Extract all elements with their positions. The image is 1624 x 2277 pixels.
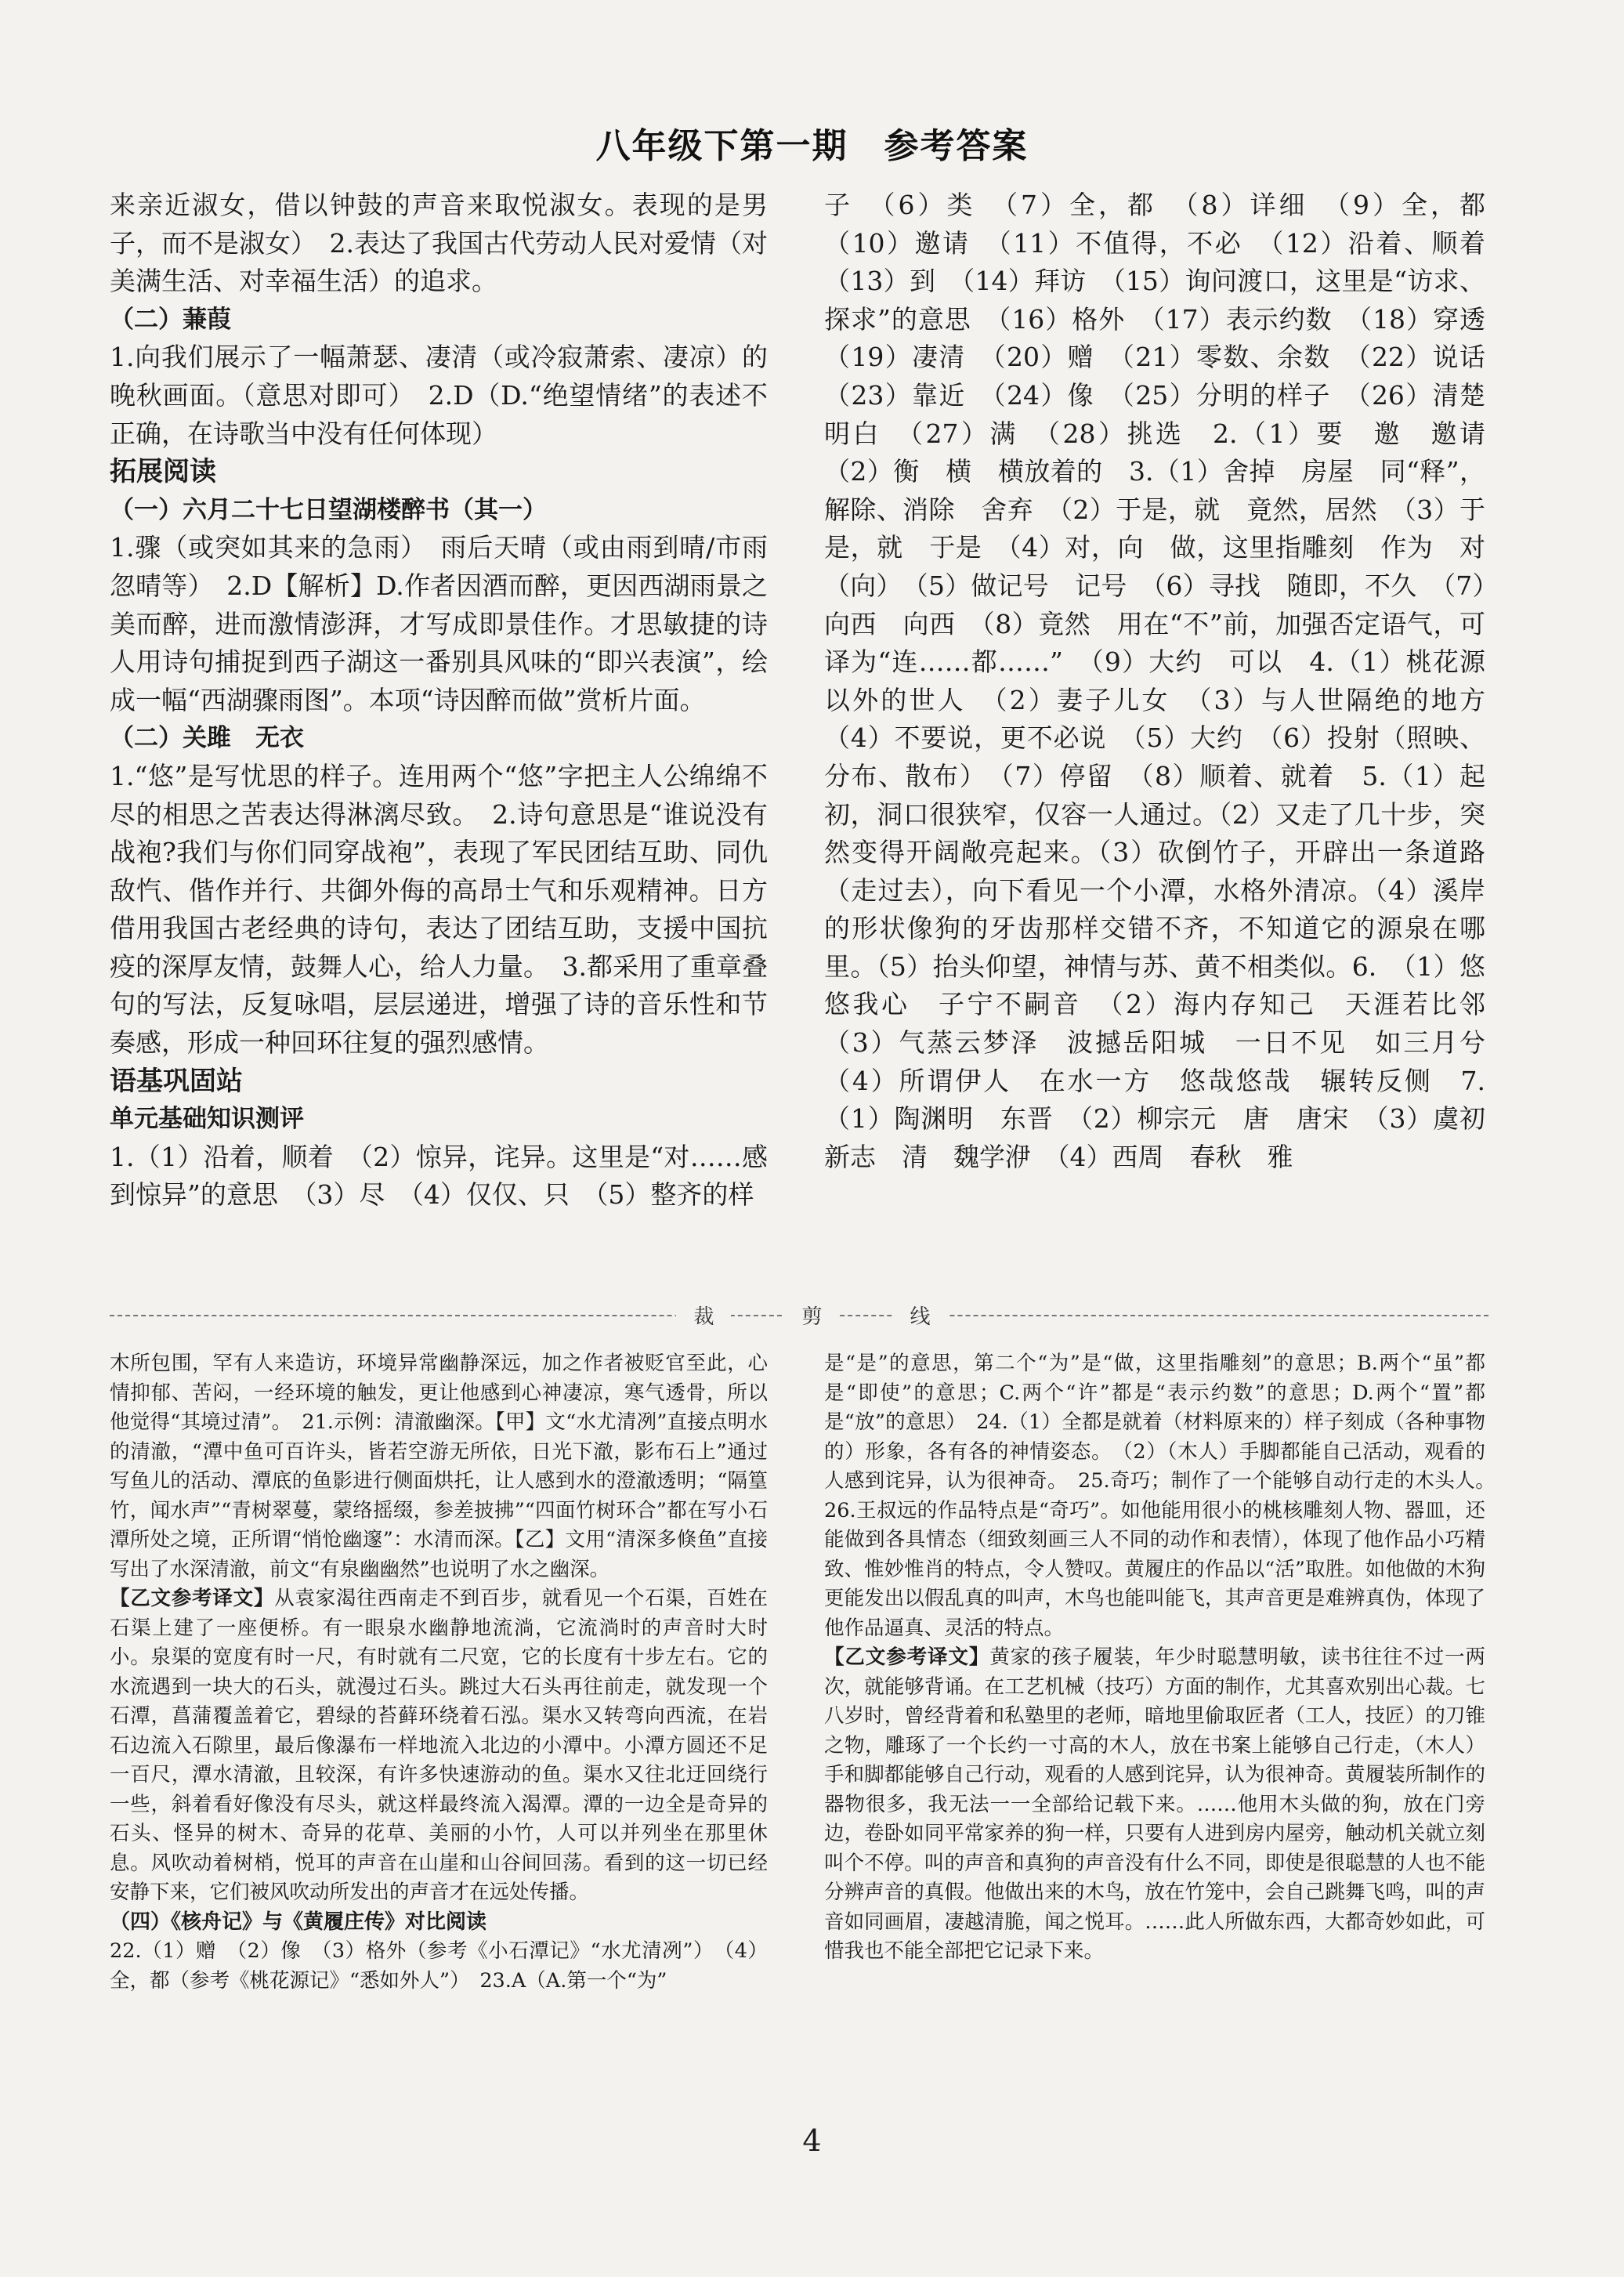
section-heading: 拓展阅读 bbox=[110, 456, 216, 488]
translation-text: 黄家的孩子履装，年少时聪慧明敏，读书往往不过一两次，就能够背诵。在工艺机械（技巧）方面的制作，尤其喜欢别出心裁。七八岁时，曾经背着和私塾里的老师，暗地里偷取匠者（工人，技匠）的刀锥之物，雕琢了一个长约一寸高的木人，放在书案上能够自己行走，（木人）手和脚都能够自己行动，观看的人感到诧异，认为很神奇。黄履装所制作的器物很多，我无法一一全部给记载下来。……他用木头做的狗，放在门旁边，卷卧如同平常家养的狗一样，只要有人进到房内屋旁，触动机关就立刻叫个不停。叫的声音和真狗的声音没有什么不同，即使是很聪慧的人也不能分辨声音的真假。他做出来的木鸟，放在竹笼中，会自己跳舞飞鸣，叫的声音如同画眉，凄越清脆，闻之悦耳。……此人所做东西，大都奇妙如此，可惜我也不能全部把它记录下来。 bbox=[824, 1645, 1485, 1963]
section-heading: （二）蒹葭 bbox=[110, 305, 231, 334]
top-left-column bbox=[110, 186, 768, 1287]
answer-paragraph: 1.向我们展示了一幅萧瑟、凄清（或冷寂萧索、凄凉）的晚秋画面。（意思对即可） 2.D（D.“绝望情绪”的表述不正确，在诗歌当中没有任何体现） bbox=[110, 342, 768, 449]
translation-tag: 【乙文参考译文】 bbox=[110, 1587, 275, 1610]
answer-paragraph: 22.（1）赠 （2）像 （3）格外（参考《小石潭记》“水尤清冽”） （4）全，都（参考《桃花源记》“悉如外人”） 23.A（A.第一个“为” bbox=[110, 1939, 768, 1993]
section-heading: 语基巩固站 bbox=[110, 1065, 243, 1097]
answer-paragraph bbox=[110, 1584, 768, 1908]
bottom-right-column bbox=[824, 1349, 1506, 2117]
answer-paragraph: 1.“悠”是写忧思的样子。连用两个“悠”字把主人公绵绵不尽的相思之苦表达得淋漓尽致。 2.诗句意思是“谁说没有战袍?我们与你们同穿战袍”，表现了军民团结互助、同仇敌忾、偕作并行、共御外侮的高昂士气和乐观精神。日方借用我国古老经典的诗句，表达了团结互助，支援中国抗疫的深厚友情，鼓舞人心，给人力量。 3.都采用了重章叠句的写法，反复咏唱，层层递进，增强了诗的音乐性和节奏感，形成一种回环往复的强烈感情。 bbox=[110, 760, 768, 1059]
section-heading: 单元基础知识测评 bbox=[110, 1105, 304, 1134]
page-number: 4 bbox=[802, 2123, 822, 2158]
section-heading: （四）《核舟记》与《黄履庄传》对比阅读 bbox=[110, 1910, 487, 1934]
cut-line-label bbox=[0, 1301, 1624, 1330]
section-heading: （二）关雎 无衣 bbox=[110, 724, 304, 753]
answer-paragraph: 1.（1）沿着，顺着 （2）惊异，诧异。这里是“对……感到惊异”的意思 （3）尽 （4）仅仅、只 （5）整齐的样 bbox=[110, 1141, 768, 1211]
translation-tag: 【乙文参考译文】 bbox=[824, 1645, 990, 1669]
bottom-left-column bbox=[110, 1349, 768, 2117]
answer-paragraph: 是“是”的意思，第二个“为”是“做，这里指雕刻”的意思；B.两个“虽”都是“即使”的意思；C.两个“许”都是“表示约数”的意思；D.两个“置”都是“放”的意思） 24.（1）全都是就着（材料原来的）样子刻成（各种事物的）形象，各有各的神情姿态。 （2）（木人）手脚都能自己活动，观看的人感到诧异，认为很神奇。 25.奇巧；制作了一个能够自动行走的木头人。 26.王叔远的作品特点是“奇巧”。如他能用很小的桃核雕刻人物、器皿，还能做到各具情态（细致刻画三人不同的动作和表情），体现了他作品小巧精致、惟妙惟肖的特点，令人赞叹。黄履庄的作品以“活”取胜。如他做的木狗更能发出以假乱真的叫声，木鸟也能叫能飞，其声音更是难辨真伪，体现了他作品逼真、灵活的特点。 bbox=[824, 1352, 1506, 1640]
answer-paragraph: 木所包围，罕有人来造访，环境异常幽静深远，加之作者被贬官至此，心情抑郁、苦闷，一经环境的触发，更让他感到心神凄凉，寒气透骨，所以他觉得“其境过清”。 21.示例：清澈幽深。【甲】文“水尤清冽”直接点明水的清澈，“潭中鱼可百许头，皆若空游无所依，日光下澈，影布石上”通过写鱼儿的活动、潭底的鱼影进行侧面烘托，让人感到水的澄澈透明；“隔篁竹，闻水声”“青树翠蔓，蒙络摇缀，参差披拂”“四面竹树环合”都在写小石潭所处之境，正所谓“悄怆幽邃”：水清而深。【乙】文用“清深多倏鱼”直接写出了水深清澈，前文“有泉幽幽然”也说明了水之幽深。 bbox=[110, 1352, 768, 1581]
cut-char: 裁 bbox=[676, 1305, 731, 1329]
answer-paragraph: 来亲近淑女，借以钟鼓的声音来取悦淑女。表现的是男子，而不是淑女） 2.表达了我国古代劳动人民对爱情（对美满生活、对幸福生活）的追求。 bbox=[110, 190, 768, 297]
cut-char: 剪 bbox=[784, 1305, 839, 1329]
answer-paragraph: 子 （6）类 （7）全，都 （8）详细 （9）全，都 （10）邀请 （11）不值得，不必 （12）沿着、顺着 （13）到 （14）拜访 （15）询问渡口，这里是“访求、探求”的意思 （16）格外 （17）表示约数 （18）穿透 （19）凄清 （20）赠 （21）零数、余数 （22）说话 （23）靠近 （24）像 （25）分明的样子 （26）清楚明白 （27）满 （28）挑选 2.（1）要 邀 邀请 （2）衡 横 横放着的 3.（1）舍掉 房屋 同“释”，解除、消除 舍弃 （2）于是，就 竟然，居然 （3）于是，就 于是 （4）对，向 做，这里指雕刻 作为 对（向） （5）做记号 记号 （6）寻找 随即，不久 （7）向西 向西 （8）竟然 用在“不”前，加强否定语气，可译为“连……都……” （9）大约 可以 4.（1）桃花源以外的世人 （2）妻子儿女 （3）与人世隔绝的地方 （4）不要说，更不必说 （5）大约 （6）投射（照映、分布、散布） （7）停留 （8）顺着、就着 5.（1）起初，洞口很狭窄，仅容一人通过。（2）又走了几十步，突然变得开阔敞亮起来。（3）砍倒竹子，开辟出一条道路（走过去），向下看见一个小潭，水格外清凉。（4）溪岸的形状像狗的牙齿那样交错不齐，不知道它的源泉在哪里。（5）抬头仰望，神情与苏、黄不相类似。6. （1）悠悠我心 子宁不嗣音 （2）海内存知己 天涯若比邻 （3）气蒸云梦泽 波撼岳阳城 一日不见 如三月兮 （4）所谓伊人 在水一方 悠哉悠哉 辗转反侧 7.（1）陶渊明 东晋 （2）柳宗元 唐 唐宋 （3）虞初新志 清 魏学洢 （4）西周 春秋 雅 bbox=[824, 190, 1511, 1172]
cut-char: 线 bbox=[893, 1305, 948, 1329]
section-heading: （一）六月二十七日望湖楼醉书（其一） bbox=[110, 495, 547, 524]
answer-paragraph bbox=[824, 1643, 1485, 1967]
top-right-column bbox=[824, 186, 1511, 1287]
translation-text: 从袁家渴往西南走不到百步，就看见一个石渠，百姓在石渠上建了一座便桥。有一眼泉水幽静地流淌，它流淌时的声音时大时小。泉渠的宽度有时一尺，有时就有二尺宽，它的长度有十步左右。它的水流遇到一块大的石头，就漫过石头。跳过大石头再往前走，就发现一个石潭，菖蒲覆盖着它，碧绿的苔藓环绕着石泓。渠水又转弯向西流，在岩石边流入石隙里，最后像瀑布一样地流入北边的小潭中。小潭方圆还不足一百尺，潭水清澈，且较深，有许多快速游动的鱼。渠水又往北迂回绕行一些，斜着看好像没有尽头，就这样最终流入渴潭。潭的一边全是奇异的石头、怪异的树木、奇异的花草、美丽的小竹，人可以并列坐在那里休息。风吹动着树梢，悦耳的声音在山崖和山谷间回荡。看到的这一切已经安静下来，它们被风吹动所发出的声音才在远处传播。 bbox=[110, 1587, 768, 1904]
answer-paragraph: 1.骤（或突如其来的急雨） 雨后天晴（或由雨到晴/市雨忽晴等） 2.D【解析】D.作者因酒而醉，更因西湖雨景之美而醉，进而激情澎湃，才写成即景佳作。才思敏捷的诗人用诗句捕捉到西子湖这一番别具风味的“即兴表演”，绘成一幅“西湖骤雨图”。本项“诗因醉而做”赏析片面。 bbox=[110, 532, 768, 715]
page-title: 八年级下第一期 参考答案 bbox=[595, 126, 1029, 166]
